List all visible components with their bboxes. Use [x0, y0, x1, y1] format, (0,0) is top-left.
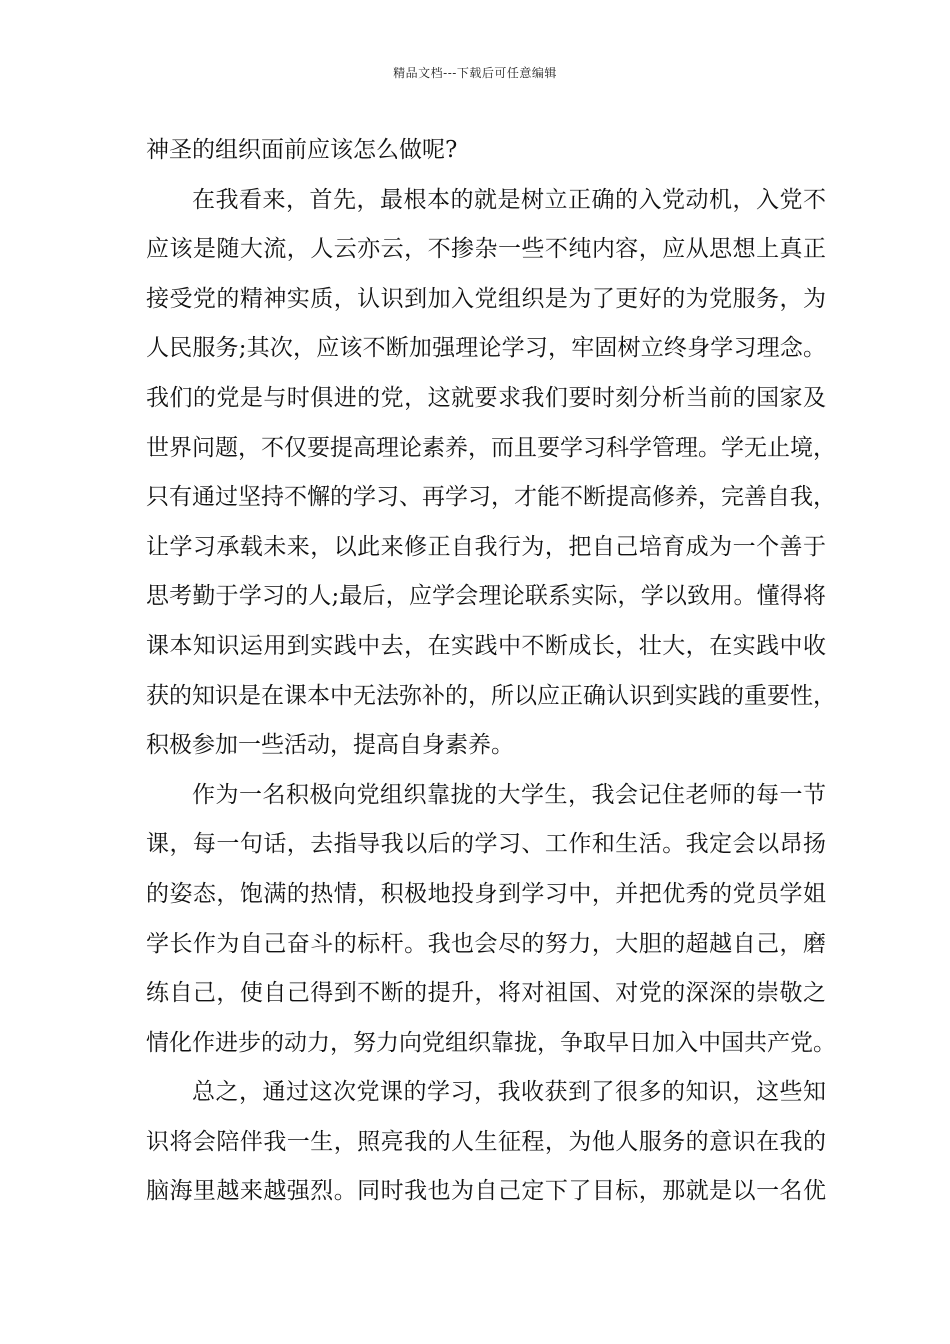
text-line: 作为一名积极向党组织靠拢的大学生，我会记住老师的每一节 — [192, 781, 826, 808]
text-line: 在我看来，首先，最根本的就是树立正确的入党动机，入党不 — [192, 186, 826, 213]
text-line: 积极参加一些活动，提高自身素养。 — [146, 732, 514, 759]
text-line: 学长作为自己奋斗的标杆。我也会尽的努力，大胆的超越自己，磨 — [146, 930, 826, 957]
text-line: 让学习承载未来，以此来修正自我行为，把自己培育成为一个善于 — [146, 533, 826, 560]
text-line: 识将会陪伴我一生，照亮我的人生征程，为他人服务的意识在我的 — [146, 1128, 826, 1155]
document-body — [146, 126, 836, 1217]
text-line: 只有通过坚持不懈的学习、再学习，才能不断提高修养，完善自我， — [146, 484, 836, 511]
text-line: 思考勤于学习的人;最后，应学会理论联系实际，学以致用。懂得将 — [146, 583, 826, 610]
text-line: 世界问题，不仅要提高理论素养，而且要学习科学管理。学无止境， — [146, 434, 836, 461]
text-line: 练自己，使自己得到不断的提升，将对祖国、对党的深深的崇敬之 — [146, 980, 826, 1007]
text-line: 应该是随大流，人云亦云，不掺杂一些不纯内容，应从思想上真正 — [146, 236, 826, 263]
text-line: 脑海里越来越强烈。同时我也为自己定下了目标，那就是以一名优 — [146, 1178, 826, 1205]
text-line: 课本知识运用到实践中去，在实践中不断成长，壮大，在实践中收 — [146, 632, 826, 659]
text-line: 人民服务;其次，应该不断加强理论学习，牢固树立终身学习理念。 — [146, 335, 826, 362]
text-line: 课，每一句话，去指导我以后的学习、工作和生活。我定会以昂扬 — [146, 831, 826, 858]
text-line: 情化作进步的动力，努力向党组织靠拢，争取早日加入中国共产党。 — [146, 1029, 836, 1056]
text-line: 神圣的组织面前应该怎么做呢? — [146, 137, 458, 163]
text-line: 的姿态，饱满的热情，积极地投身到学习中，并把优秀的党员学姐 — [146, 880, 826, 907]
text-line: 获的知识是在课本中无法弥补的，所以应正确认识到实践的重要性， — [146, 682, 836, 709]
text-line: 总之，通过这次党课的学习，我收获到了很多的知识，这些知 — [192, 1079, 826, 1106]
page-header: 精品文档---下载后可任意编辑 — [393, 66, 557, 80]
text-line: 接受党的精神实质，认识到加入党组织是为了更好的为党服务，为 — [146, 285, 826, 312]
text-line: 我们的党是与时俱进的党，这就要求我们要时刻分析当前的国家及 — [146, 384, 826, 411]
